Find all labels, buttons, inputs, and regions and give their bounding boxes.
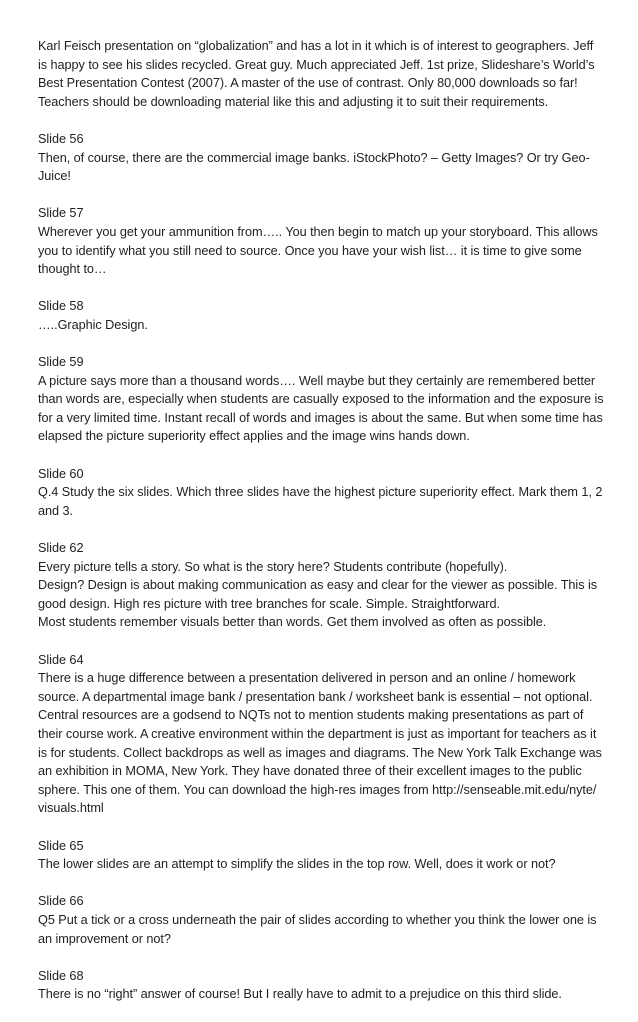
intro-paragraph (38, 37, 604, 111)
text-line: visuals.html (38, 801, 104, 816)
text-line: There is a huge difference between a presentation delivered in person and an online / homework (38, 671, 576, 686)
slide-60-note (38, 465, 604, 521)
text-line: Wherever you get your ammunition from….. You then begin to match up your storyboard. This allows (38, 224, 598, 239)
text-line: is for students. Collect backdrops as well as images and diagrams. The New York Talk Exchange was (38, 745, 602, 760)
text-line: an exhibition in MOMA, New York. They have donated three of their excellent images to the public (38, 764, 582, 779)
text-line: Then, of course, there are the commercial image banks. iStockPhoto? – Getty Images? Or try Geo- (38, 150, 590, 165)
slide-64-note (38, 651, 604, 818)
text-line: The lower slides are an attempt to simplify the slides in the top row. Well, does it work or not? (38, 857, 556, 872)
text-line: Best Presentation Contest (2007). A master of the use of contrast. Only 80,000 downloads so far! (38, 76, 578, 91)
text-line: for a very limited time. Instant recall of words and images is about the same. But when some time has (38, 410, 603, 425)
slide-heading: Slide 58 (38, 299, 84, 314)
text-line: source. A departmental image bank / presentation bank / worksheet bank is essential – not optional. (38, 689, 593, 704)
slide-heading: Slide 65 (38, 838, 84, 853)
text-line: There is no “right” answer of course! But I really have to admit to a prejudice on this third slide. (38, 987, 562, 1002)
slide-heading: Slide 68 (38, 968, 84, 983)
text-line: Design? Design is about making communication as easy and clear for the viewer as possible. This is (38, 578, 598, 593)
text-line: you to identify what you still need to source. Once you have your wish list… it is time to give some (38, 243, 582, 258)
text-line: their course work. A creative environment within the department is just as important for teachers as it (38, 726, 597, 741)
slide-heading: Slide 60 (38, 466, 84, 481)
text-line: Central resources are a godsend to NQTs not to mention students making presentations as part of (38, 708, 584, 723)
text-line: Most students remember visuals better than words. Get them involved as often as possible. (38, 615, 547, 630)
slide-58-note (38, 297, 604, 334)
text-line: Teachers should be downloading material like this and adjusting it to suit their requirements. (38, 94, 549, 109)
text-line: is happy to see his slides recycled. Great guy. Much appreciated Jeff. 1st prize, Slideshare’s World’s (38, 57, 595, 72)
text-line: elapsed the picture superiority effect applies and the image wins hands down. (38, 429, 470, 444)
text-line: Juice! (38, 169, 71, 184)
slide-66-note (38, 892, 604, 948)
text-line: sphere. This one of them. You can download the high-res images from http://senseable.mit.edu/nyte/ (38, 782, 597, 797)
slide-57-note (38, 204, 604, 278)
text-line: Q5 Put a tick or a cross underneath the pair of slides according to whether you think the lower one is (38, 912, 597, 927)
text-line: Every picture tells a story. So what is the story here? Students contribute (hopefully). (38, 559, 508, 574)
slide-heading: Slide 62 (38, 541, 84, 556)
text-line: than words are, especially when students are casually exposed to the information and the exposure is (38, 392, 604, 407)
text-line: Karl Feisch presentation on “globalization” and has a lot in it which is of interest to geographers. Jeff (38, 39, 594, 53)
slide-56-note (38, 130, 604, 186)
slide-heading: Slide 66 (38, 894, 84, 909)
text-line: thought to… (38, 262, 107, 277)
text-line: Q.4 Study the six slides. Which three slides have the highest picture superiority effect. Mark them 1, 2 (38, 485, 603, 500)
text-line: good design. High res picture with tree branches for scale. Simple. Straightforward. (38, 596, 500, 611)
slide-65-note (38, 837, 604, 874)
slide-68-note (38, 967, 604, 1004)
slide-62-note (38, 539, 604, 632)
text-line: and 3. (38, 503, 73, 518)
document-page (38, 37, 604, 1022)
slide-heading: Slide 64 (38, 652, 84, 667)
text-line: A picture says more than a thousand words…. Well maybe but they certainly are remembered better (38, 373, 596, 388)
slide-heading: Slide 57 (38, 206, 84, 221)
text-line: an improvement or not? (38, 931, 171, 946)
slide-heading: Slide 56 (38, 131, 84, 146)
slide-heading: Slide 59 (38, 355, 84, 370)
text-line: …..Graphic Design. (38, 317, 148, 332)
slide-59-note (38, 353, 604, 446)
